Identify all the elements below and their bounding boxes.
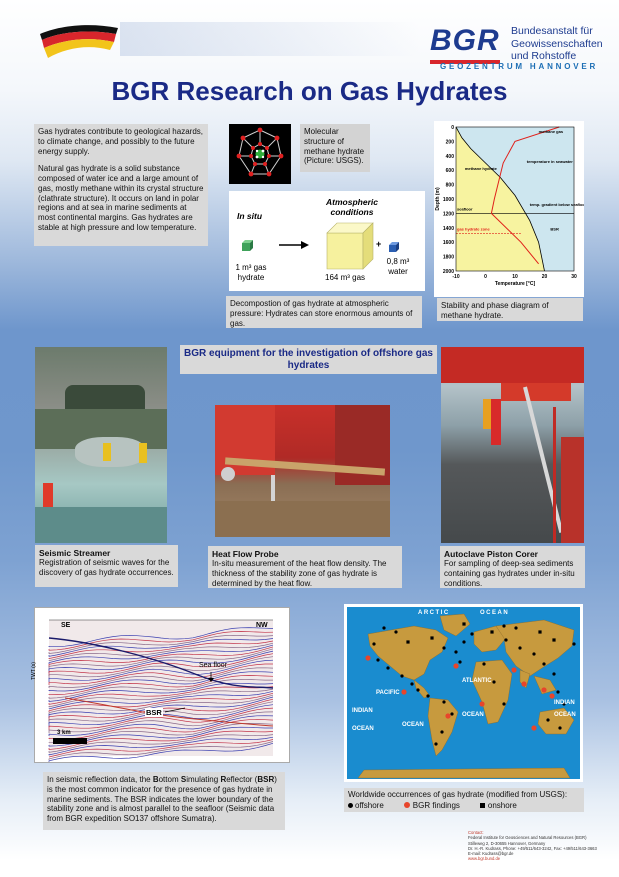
offshore-dot: [426, 694, 429, 697]
autoclave-corer-title: Autoclave Piston Corer: [444, 549, 538, 559]
methane-gas-label: methane gas: [538, 128, 564, 134]
onshore-square: [406, 640, 409, 643]
twt-axis-label: TWT (s): [30, 662, 37, 680]
hydrate-zone-label: gas hydrate zone: [457, 226, 490, 232]
offshore-dot: [546, 718, 549, 721]
offshore-dot: [434, 742, 437, 745]
legend-onshore: [480, 801, 517, 811]
phase-xlabel: Temperature [°C]: [494, 281, 536, 287]
offshore-dot: [482, 662, 485, 665]
temp-seawater-label: temperature in seawater: [526, 159, 573, 164]
phase-ytick: 1600: [442, 240, 454, 247]
onshore-square: [552, 638, 555, 641]
decomposition-diagram: [229, 191, 425, 291]
scale-bar-label: 3 km: [57, 730, 71, 736]
seismic-caption-text-a: In seismic reflection data, the: [47, 775, 153, 784]
offshore-dot: [552, 672, 555, 675]
contact-line-3: Dr. H.-R. Kudrass, Phone: +49/511/643-3242, Fax: +49/511/643-3663: [468, 845, 597, 851]
indian-right-label: INDIAN: [554, 700, 575, 706]
atlantic-label: ATLANTIC: [462, 678, 492, 684]
molecule-structure-image: [229, 124, 291, 184]
seismic-streamer-text: Registration of seismic waves for the discovery of gas hydrate occurrences.: [39, 558, 174, 578]
intro-text-box: [34, 124, 208, 246]
legend-bgr-label: BGR findings: [412, 800, 460, 810]
autoclave-corer-photo: [441, 347, 584, 543]
world-map: [344, 604, 583, 782]
offshore-dot: [462, 640, 465, 643]
offshore-dot: [386, 666, 389, 669]
legend-offshore-label: offshore: [355, 800, 384, 810]
contact-line-4: E-mail: Kudrass@bgr.de: [468, 851, 514, 856]
contact-line-1: Federal Institute for Geosciences and Natural Resources (BGR): [468, 835, 587, 841]
bgr-logo-text: BGR: [430, 24, 500, 57]
offshore-dot: [504, 638, 507, 641]
bsr-phase-label: BSR: [550, 226, 559, 232]
atmospheric-label: Atmospheric conditions: [326, 197, 378, 217]
intro-paragraph-2: Natural gas hydrate is a solid substance composed of water ice and a large amount of gas, mostly methane within its crystal structure (clathrate structure). It occurs on land in polar regions and at sea in marine sediments at most continental margins. Gas hydrates are stable at high pressure and low temperature.: [38, 164, 204, 232]
offshore-dot: [572, 642, 575, 645]
phase-ylabel: Depth (m): [435, 187, 441, 211]
offshore-dot: [394, 630, 397, 633]
contact-line-2: Stilleweg 2, D-30655 Hannover, Germany: [468, 840, 546, 846]
equipment-heading: BGR equipment for the investigation of offshore gas hydrates: [180, 345, 437, 374]
offshore-dot: [416, 688, 419, 691]
heat-flow-probe-photo: [215, 405, 390, 537]
bgr-finding-dot: [531, 725, 536, 730]
hydrate-volume-label: 1 m³ gas hydrate: [235, 263, 267, 282]
institute-name: [511, 25, 603, 63]
seismic-caption-s: S: [180, 775, 187, 784]
seismic-caption-ottom: ottom: [158, 775, 181, 784]
bgr-logo: [430, 24, 500, 58]
phase-ytick: 1200: [442, 211, 454, 218]
offshore-dot: [556, 690, 559, 693]
phase-xtick: 10: [512, 274, 518, 280]
offshore-dot: [518, 646, 521, 649]
bgr-finding-dot: [511, 667, 516, 672]
seismic-caption-b: B: [152, 775, 159, 784]
in-situ-label: In situ: [237, 211, 263, 221]
offshore-dot: [376, 658, 379, 661]
water-volume-label: 0,8 m³ water: [386, 257, 410, 276]
page-title: BGR Research on Gas Hydrates: [111, 76, 508, 106]
offshore-dot: [450, 712, 453, 715]
contact-line-5[interactable]: www.bgr.bund.de: [468, 856, 501, 862]
ocean-2-label: OCEAN: [402, 722, 424, 728]
offshore-dot: [442, 646, 445, 649]
geozentrum-label: GEOZENTRUM HANNOVER: [440, 62, 599, 71]
offshore-dot: [440, 730, 443, 733]
bgr-finding-dot: [453, 663, 458, 668]
phase-diagram-caption: Stability and phase diagram of methane hydrate.: [437, 298, 583, 321]
contact-block: [468, 830, 618, 862]
indian-left-label: INDIAN: [352, 708, 373, 714]
phase-ytick: 2000: [442, 269, 454, 275]
phase-ytick: 800: [445, 182, 454, 189]
offshore-dot: [502, 702, 505, 705]
contact-heading: Contact:: [468, 830, 484, 835]
seismic-streamer-caption: [35, 545, 178, 587]
phase-xtick: 20: [541, 274, 548, 280]
bgr-finding-dot: [479, 701, 484, 706]
offshore-dot: [532, 652, 535, 655]
ocean-3-label: OCEAN: [462, 712, 484, 718]
bgr-dot-icon: [404, 802, 410, 808]
arctic-label: ARCTIC: [418, 610, 450, 616]
seismic-caption-eflector: eflector: [226, 775, 253, 784]
map-caption: [344, 788, 584, 812]
ocean-4-label: OCEAN: [554, 712, 576, 718]
phase-ytick: 600: [445, 168, 454, 175]
phase-xtick: 0: [484, 274, 487, 280]
bgr-finding-dot: [401, 689, 406, 694]
seismic-caption-imulating: imulating: [186, 775, 221, 784]
autoclave-corer-caption: [440, 546, 585, 588]
phase-ytick: 0: [451, 125, 454, 131]
offshore-dot: [514, 626, 517, 629]
sea-floor-label: Sea floor: [199, 662, 228, 669]
bgr-finding-dot: [549, 693, 554, 698]
bsr-label: BSR: [146, 708, 162, 717]
seismic-streamer-photo: [35, 347, 167, 543]
decomposition-caption: Decompostion of gas hydrate at atmospheric pressure: Hydrates can store enormous amounts of gas.: [226, 296, 422, 328]
seismic-caption: [43, 772, 285, 830]
seismic-caption-r: R: [220, 775, 227, 784]
institute-line-3: und Rohstoffe: [511, 50, 577, 62]
seismic-section: [30, 607, 290, 763]
offshore-dot: [454, 650, 457, 653]
seismic-nw-label: NW: [256, 622, 268, 629]
onshore-square: [462, 622, 465, 625]
methane-hydrate-label: methane hydrate: [464, 166, 497, 172]
pacific-label: PACIFIC: [376, 690, 400, 696]
temp-gradient-label: temp. gradient below seafloor: [529, 202, 584, 208]
offshore-dot: [382, 626, 385, 629]
phase-diagram-svg: [434, 121, 584, 297]
offshore-dot: [492, 680, 495, 683]
molecule-caption: Molecular structure of methane hydrate (Picture: USGS).: [300, 124, 370, 172]
phase-ytick: 200: [445, 139, 454, 146]
map-legend: [348, 801, 580, 811]
offshore-dot: [558, 726, 561, 729]
offshore-dot: [400, 674, 403, 677]
bgr-finding-dot: [541, 687, 546, 692]
ocean-1-label: OCEAN: [352, 726, 374, 732]
legend-bgr: [404, 801, 460, 811]
map-caption-text: Worldwide occurrences of gas hydrate (modified from USGS):: [348, 790, 568, 799]
offshore-dot: [458, 660, 461, 663]
gas-volume-label: 164 m³ gas: [325, 273, 366, 282]
ocean-top-label: OCEAN: [480, 610, 510, 616]
phase-diagram: [434, 121, 584, 297]
seafloor-label: seafloor: [457, 206, 473, 212]
autoclave-corer-text: For sampling of deep-sea sediments containing gas hydrates under in-situ conditions.: [444, 559, 575, 588]
header-band: [120, 22, 420, 56]
phase-ytick: 1000: [442, 197, 454, 203]
offshore-dot: [372, 642, 375, 645]
seismic-caption-paren: (: [252, 775, 258, 784]
bgr-finding-dot: [365, 655, 370, 660]
phase-xtick: 30: [571, 274, 577, 280]
seismic-se-label: SE: [61, 622, 71, 629]
offshore-dot: [470, 632, 473, 635]
institute-line-1: Bundesanstalt für: [511, 25, 593, 37]
germany-flag-swoosh: [38, 20, 120, 60]
onshore-square: [490, 630, 493, 633]
onshore-square: [430, 636, 433, 639]
legend-offshore: [348, 801, 384, 811]
seismic-section-svg: [35, 608, 289, 762]
seismic-caption-rest: ) is the most common indicator for the presence of gas hydrate in marine sediments. The BSR indicates the lower boundary of the stability zone and is almost parallel to the seafloor (Seismic data from BGR expedition SO137 offshore Sumatra).: [47, 775, 277, 823]
offshore-dot: [442, 700, 445, 703]
institute-line-2: Geowissenschaften: [511, 37, 603, 50]
intro-paragraph-1: Gas hydrates contribute to geological hazards, to climate change, and possibly to the future energy supply.: [38, 127, 203, 156]
offshore-dot-icon: [348, 803, 353, 808]
bgr-finding-dot: [521, 681, 526, 686]
legend-onshore-label: onshore: [487, 800, 517, 810]
offshore-dot: [542, 662, 545, 665]
phase-ytick: 1400: [442, 225, 454, 232]
onshore-square: [538, 630, 541, 633]
bgr-finding-dot: [445, 713, 450, 718]
offshore-dot: [410, 682, 413, 685]
heat-flow-probe-title: Heat Flow Probe: [212, 549, 279, 559]
phase-ytick: 1800: [442, 254, 454, 261]
phase-ytick: 400: [445, 153, 454, 160]
seismic-streamer-title: Seismic Streamer: [39, 548, 111, 558]
offshore-dot: [502, 624, 505, 627]
heat-flow-probe-caption: [208, 546, 402, 588]
phase-xtick: -10: [452, 274, 460, 280]
heat-flow-probe-text: In-situ measurement of the heat flow density. The thickness of the stability zone of gas hydrate is determined by the heat flow.: [212, 559, 387, 588]
seismic-caption-bsr: BSR: [257, 775, 275, 784]
plus-sign: +: [376, 239, 382, 249]
onshore-square-icon: [480, 803, 485, 808]
